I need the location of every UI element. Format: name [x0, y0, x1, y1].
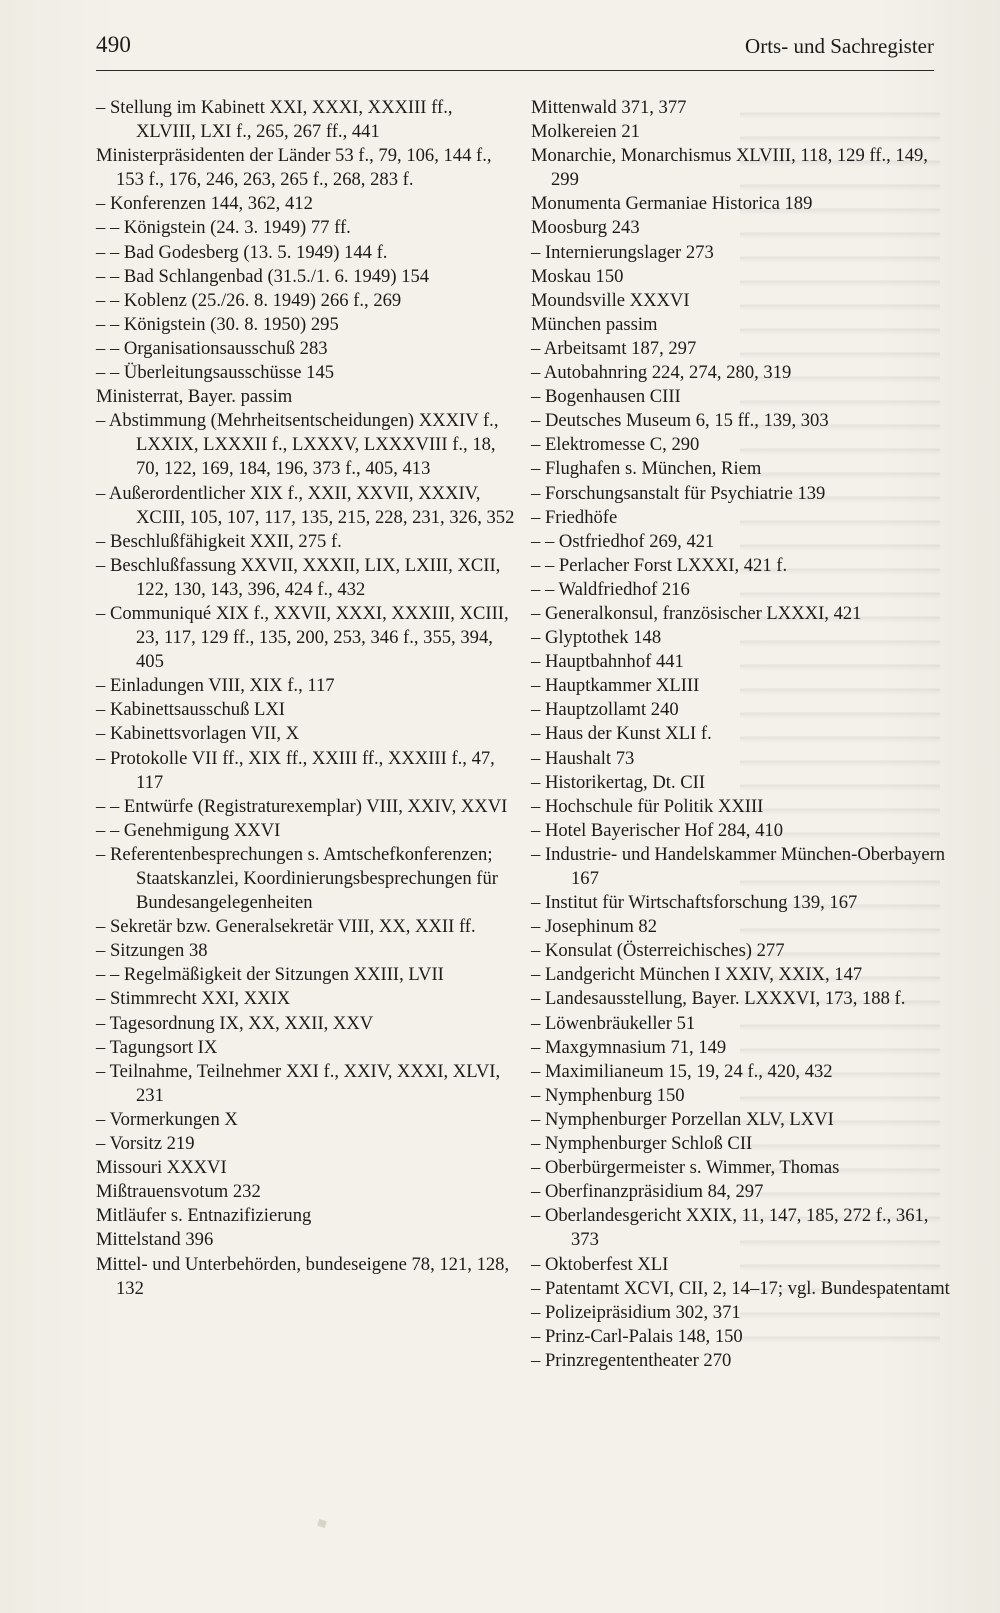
paper-mark — [317, 1519, 327, 1528]
index-entry: – Stellung im Kabinett XXI, XXXI, XXXIII ff., XLVIII, LXI f., 265, 267 ff., 441 — [96, 97, 453, 143]
index-entry: – Maximilianeum 15, 19, 24 f., 420, 432 — [531, 1060, 833, 1082]
index-entry: – – Bad Schlangenbad (31.5./1. 6. 1949) 154 — [96, 265, 430, 287]
index-entry: – Referentenbesprechungen s. Amtschefkonferenzen; Staatskanzlei, Koordinierungsbesprechungen für Bundesangelegenheiten — [96, 843, 498, 914]
index-entry: – Löwenbräukeller 51 — [531, 1012, 696, 1034]
index-entry: – Vormerkungen X — [96, 1108, 238, 1130]
index-entry: – Protokolle VII ff., XIX ff., XXIII ff., XXXIII f., 47, 117 — [96, 747, 495, 793]
index-entry: – Tagesordnung IX, XX, XXII, XXV — [96, 1012, 374, 1034]
index-entry: – – Überleitungsausschüsse 145 — [96, 362, 335, 384]
index-entry: – Bogenhausen CIII — [531, 386, 681, 408]
index-entry: – Glyptothek 148 — [531, 627, 662, 649]
index-entry: – Institut für Wirtschaftsforschung 139, 167 — [531, 892, 858, 914]
index-entry: – Hauptzollamt 240 — [531, 699, 679, 721]
index-entry: – Forschungsanstalt für Psychiatrie 139 — [531, 482, 826, 504]
index-entry: Moundsville XXXVI — [531, 289, 690, 311]
index-entry: – Nymphenburger Porzellan XLV, LXVI — [531, 1108, 834, 1130]
index-entry: Monumenta Germaniae Historica 189 — [531, 193, 813, 215]
index-entry: – – Königstein (24. 3. 1949) 77 ff. — [96, 217, 351, 239]
index-entry: – Teilnahme, Teilnehmer XXI f., XXIV, XXXI, XLVI, 231 — [96, 1060, 501, 1106]
index-entry: – Oberbürgermeister s. Wimmer, Thomas — [531, 1157, 840, 1179]
index-entry: – Sitzungen 38 — [96, 940, 208, 962]
index-entry: – – Bad Godesberg (13. 5. 1949) 144 f. — [96, 241, 388, 263]
left-index-column — [96, 96, 516, 1301]
index-entry: Mitläufer s. Entnazifizierung — [96, 1205, 312, 1227]
index-entry: – Oberfinanzpräsidium 84, 297 — [531, 1181, 764, 1203]
index-entry: – Kabinettsvorlagen VII, X — [96, 723, 300, 745]
running-head: Orts- und Sachregister — [745, 34, 934, 58]
index-entry: – Autobahnring 224, 274, 280, 319 — [531, 362, 792, 384]
index-entry: – Polizeipräsidium 302, 371 — [531, 1301, 741, 1323]
index-entry: Mißtrauensvotum 232 — [96, 1181, 261, 1203]
index-entry: Molkereien 21 — [531, 121, 640, 143]
index-entry: – Landgericht München I XXIV, XXIX, 147 — [531, 964, 863, 986]
index-entry: – – Waldfriedhof 216 — [531, 578, 690, 600]
index-entry: – Oktoberfest XLI — [531, 1253, 669, 1275]
index-entry: – Abstimmung (Mehrheitsentscheidungen) XXXIV f., LXXIX, LXXXII f., LXXXV, LXXXVIII f., 18, 70, 122, 169, 184, 196, 373 f., 405, 413 — [96, 410, 499, 480]
index-entry: – – Genehmigung XXVI — [96, 819, 281, 841]
index-entry: – Historikertag, Dt. CII — [531, 771, 706, 793]
index-entry: – Konferenzen 144, 362, 412 — [96, 193, 313, 215]
right-index-column — [531, 96, 951, 1373]
index-entry: – Prinz-Carl-Palais 148, 150 — [531, 1325, 743, 1347]
index-entry: – Hauptkammer XLIII — [531, 675, 700, 697]
index-entry: – Stimmrecht XXI, XXIX — [96, 988, 291, 1010]
index-entry: – – Koblenz (25./26. 8. 1949) 266 f., 269 — [96, 289, 402, 311]
index-entry: – Communiqué XIX f., XXVII, XXXI, XXXIII, XCIII, 23, 117, 129 ff., 135, 200, 253, 346 f., 355, 394, 405 — [96, 602, 509, 673]
index-entry: – Josephinum 82 — [531, 916, 658, 938]
index-entry: – – Ostfriedhof 269, 421 — [531, 530, 715, 552]
index-entry: – Nymphenburger Schloß CII — [531, 1133, 753, 1155]
index-entry: – Hotel Bayerischer Hof 284, 410 — [531, 819, 783, 841]
index-entry: München passim — [531, 313, 658, 335]
index-entry: – Vorsitz 219 — [96, 1133, 195, 1155]
index-entry: – Industrie- und Handelskammer München-Oberbayern 167 — [531, 843, 946, 889]
index-entry: – Internierungslager 273 — [531, 241, 714, 263]
index-entry: – Haus der Kunst XLI f. — [531, 723, 712, 745]
index-entry: – – Organisationsausschuß 283 — [96, 337, 328, 359]
index-entry: Moosburg 243 — [531, 217, 640, 239]
index-entry: – Konsulat (Österreichisches) 277 — [531, 940, 785, 962]
page-number: 490 — [96, 32, 132, 57]
index-entry: – Elektromesse C, 290 — [531, 434, 700, 456]
index-entry: – – Perlacher Forst LXXXI, 421 f. — [531, 554, 788, 576]
index-entry: – Hauptbahnhof 441 — [531, 651, 684, 673]
index-entry: – Patentamt XCVI, CII, 2, 14–17; vgl. Bundespatentamt — [531, 1277, 950, 1299]
index-entry: Missouri XXXVI — [96, 1157, 227, 1179]
index-entry: Ministerpräsidenten der Länder 53 f., 79, 106, 144 f., 153 f., 176, 246, 263, 265 f., 268, 283 f. — [96, 145, 492, 191]
index-entry: – Arbeitsamt 187, 297 — [531, 337, 697, 359]
index-entry: – Beschlußfähigkeit XXII, 275 f. — [96, 530, 342, 552]
index-entry: – Landesausstellung, Bayer. LXXXVI, 173, 188 f. — [531, 988, 906, 1010]
index-entry: – Einladungen VIII, XIX f., 117 — [96, 675, 335, 697]
index-entry: Mittel- und Unterbehörden, bundeseigene 78, 121, 128, 132 — [96, 1253, 510, 1299]
index-entry: Mittelstand 396 — [96, 1229, 214, 1251]
index-entry: – Flughafen s. München, Riem — [531, 458, 762, 480]
index-entry: – Friedhöfe — [531, 506, 618, 528]
index-entry: Moskau 150 — [531, 265, 624, 287]
index-entry: – – Königstein (30. 8. 1950) 295 — [96, 313, 339, 335]
index-entry: – Haushalt 73 — [531, 747, 635, 769]
index-entry: – Außerordentlicher XIX f., XXII, XXVII, XXXIV, XCIII, 105, 107, 117, 135, 215, 228, 231, 326, 352 — [96, 482, 515, 528]
index-entry: – – Entwürfe (Registraturexemplar) VIII, XXIV, XXVI — [96, 795, 508, 817]
index-entry: – Sekretär bzw. Generalsekretär VIII, XX, XXII ff. — [96, 916, 476, 938]
index-entry: Mittenwald 371, 377 — [531, 97, 687, 118]
index-entry: – Nymphenburg 150 — [531, 1084, 685, 1106]
index-entry: – – Regelmäßigkeit der Sitzungen XXIII, LVII — [96, 964, 444, 986]
index-entry: – Tagungsort IX — [96, 1036, 218, 1058]
page-header — [96, 30, 934, 71]
index-entry: Monarchie, Monarchismus XLVIII, 118, 129 ff., 149, 299 — [531, 145, 928, 191]
index-entry: – Hochschule für Politik XXIII — [531, 795, 764, 817]
index-entry: – Maxgymnasium 71, 149 — [531, 1036, 727, 1058]
index-entry: – Oberlandesgericht XXIX, 11, 147, 185, 272 f., 361, 373 — [531, 1205, 929, 1251]
index-entry: – Deutsches Museum 6, 15 ff., 139, 303 — [531, 410, 829, 432]
index-entry: Ministerrat, Bayer. passim — [96, 386, 293, 408]
index-entry: – Prinzregententheater 270 — [531, 1349, 732, 1371]
index-entry: – Generalkonsul, französischer LXXXI, 421 — [531, 602, 862, 624]
index-entry: – Beschlußfassung XXVII, XXXII, LIX, LXIII, XCII, 122, 130, 143, 396, 424 f., 432 — [96, 554, 501, 600]
index-entry: – Kabinettsausschuß LXI — [96, 699, 285, 721]
